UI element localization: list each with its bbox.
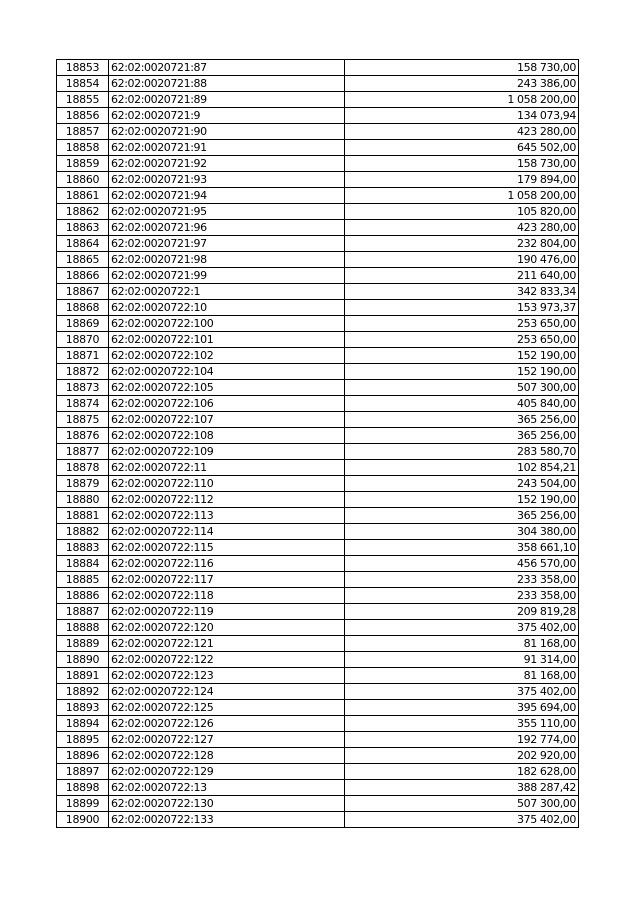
row-number-cell: 18877 [57,444,109,460]
table-row [57,60,579,76]
table-row [57,284,579,300]
cadastral-number-cell: 62:02:0020721:93 [109,172,345,188]
cadastral-number-cell: 62:02:0020721:9 [109,108,345,124]
row-number-cell: 18879 [57,476,109,492]
row-number-cell: 18872 [57,364,109,380]
cadastral-number-cell: 62:02:0020722:13 [109,780,345,796]
cadastral-number-cell: 62:02:0020722:124 [109,684,345,700]
table-row [57,460,579,476]
cadastral-number-cell: 62:02:0020722:129 [109,764,345,780]
table-row [57,236,579,252]
row-number-cell: 18886 [57,588,109,604]
table-row [57,396,579,412]
cadastral-number-cell: 62:02:0020721:92 [109,156,345,172]
cadastral-number-cell: 62:02:0020721:91 [109,140,345,156]
table-row [57,588,579,604]
cadastral-number-cell: 62:02:0020722:125 [109,700,345,716]
value-cell: 243 386,00 [345,76,579,92]
value-cell: 233 358,00 [345,572,579,588]
table-row [57,748,579,764]
row-number-cell: 18859 [57,156,109,172]
value-cell: 152 190,00 [345,492,579,508]
value-cell: 81 168,00 [345,668,579,684]
value-cell: 253 650,00 [345,316,579,332]
cadastral-number-cell: 62:02:0020721:88 [109,76,345,92]
table-row [57,204,579,220]
cadastral-number-cell: 62:02:0020722:10 [109,300,345,316]
row-number-cell: 18891 [57,668,109,684]
table-row [57,732,579,748]
value-cell: 202 920,00 [345,748,579,764]
value-cell: 456 570,00 [345,556,579,572]
value-cell: 405 840,00 [345,396,579,412]
row-number-cell: 18897 [57,764,109,780]
table-row [57,556,579,572]
cadastral-number-cell: 62:02:0020722:112 [109,492,345,508]
cadastral-number-cell: 62:02:0020722:108 [109,428,345,444]
value-cell: 190 476,00 [345,252,579,268]
value-cell: 105 820,00 [345,204,579,220]
value-cell: 81 168,00 [345,636,579,652]
table-row [57,780,579,796]
row-number-cell: 18885 [57,572,109,588]
cadastral-number-cell: 62:02:0020722:100 [109,316,345,332]
row-number-cell: 18867 [57,284,109,300]
row-number-cell: 18858 [57,140,109,156]
row-number-cell: 18881 [57,508,109,524]
table-row [57,188,579,204]
value-cell: 395 694,00 [345,700,579,716]
table-row [57,652,579,668]
row-number-cell: 18866 [57,268,109,284]
cadastral-number-cell: 62:02:0020721:96 [109,220,345,236]
cadastral-number-cell: 62:02:0020722:119 [109,604,345,620]
row-number-cell: 18870 [57,332,109,348]
table-row [57,268,579,284]
value-cell: 209 819,28 [345,604,579,620]
value-cell: 211 640,00 [345,268,579,284]
cadastral-number-cell: 62:02:0020722:102 [109,348,345,364]
value-cell: 152 190,00 [345,364,579,380]
cadastral-number-cell: 62:02:0020721:89 [109,92,345,108]
table-row [57,604,579,620]
row-number-cell: 18855 [57,92,109,108]
row-number-cell: 18895 [57,732,109,748]
row-number-cell: 18888 [57,620,109,636]
value-cell: 182 628,00 [345,764,579,780]
table-row [57,812,579,828]
cadastral-number-cell: 62:02:0020722:126 [109,716,345,732]
cadastral-number-cell: 62:02:0020721:98 [109,252,345,268]
cadastral-value-table [56,59,579,828]
table-row [57,92,579,108]
row-number-cell: 18896 [57,748,109,764]
table-row [57,380,579,396]
row-number-cell: 18853 [57,60,109,76]
row-number-cell: 18854 [57,76,109,92]
table-row [57,668,579,684]
table-row [57,316,579,332]
table-row [57,764,579,780]
value-cell: 153 973,37 [345,300,579,316]
value-cell: 232 804,00 [345,236,579,252]
table-row [57,76,579,92]
cadastral-number-cell: 62:02:0020722:123 [109,668,345,684]
table-row [57,716,579,732]
cadastral-number-cell: 62:02:0020722:105 [109,380,345,396]
cadastral-number-cell: 62:02:0020722:109 [109,444,345,460]
value-cell: 102 854,21 [345,460,579,476]
cadastral-number-cell: 62:02:0020721:99 [109,268,345,284]
value-cell: 152 190,00 [345,348,579,364]
row-number-cell: 18874 [57,396,109,412]
cadastral-number-cell: 62:02:0020722:113 [109,508,345,524]
value-cell: 358 661,10 [345,540,579,556]
cadastral-number-cell: 62:02:0020722:120 [109,620,345,636]
table-row [57,636,579,652]
cadastral-number-cell: 62:02:0020722:121 [109,636,345,652]
row-number-cell: 18857 [57,124,109,140]
row-number-cell: 18900 [57,812,109,828]
row-number-cell: 18884 [57,556,109,572]
value-cell: 375 402,00 [345,684,579,700]
cadastral-number-cell: 62:02:0020722:11 [109,460,345,476]
table-row [57,252,579,268]
cadastral-number-cell: 62:02:0020722:133 [109,812,345,828]
value-cell: 91 314,00 [345,652,579,668]
cadastral-number-cell: 62:02:0020722:110 [109,476,345,492]
cadastral-number-cell: 62:02:0020721:90 [109,124,345,140]
row-number-cell: 18875 [57,412,109,428]
table-row [57,412,579,428]
value-cell: 365 256,00 [345,412,579,428]
value-cell: 507 300,00 [345,380,579,396]
value-cell: 388 287,42 [345,780,579,796]
table-row [57,108,579,124]
cadastral-number-cell: 62:02:0020722:127 [109,732,345,748]
value-cell: 158 730,00 [345,156,579,172]
row-number-cell: 18865 [57,252,109,268]
cadastral-number-cell: 62:02:0020722:107 [109,412,345,428]
row-number-cell: 18860 [57,172,109,188]
value-cell: 365 256,00 [345,428,579,444]
cadastral-number-cell: 62:02:0020722:116 [109,556,345,572]
row-number-cell: 18876 [57,428,109,444]
table-row [57,508,579,524]
row-number-cell: 18898 [57,780,109,796]
row-number-cell: 18887 [57,604,109,620]
table-row [57,684,579,700]
value-cell: 342 833,34 [345,284,579,300]
table-row [57,140,579,156]
cadastral-number-cell: 62:02:0020721:95 [109,204,345,220]
row-number-cell: 18868 [57,300,109,316]
value-cell: 423 280,00 [345,220,579,236]
value-cell: 158 730,00 [345,60,579,76]
value-cell: 375 402,00 [345,812,579,828]
row-number-cell: 18863 [57,220,109,236]
table-row [57,428,579,444]
table-row [57,124,579,140]
table-row [57,572,579,588]
table-row [57,172,579,188]
cadastral-number-cell: 62:02:0020722:128 [109,748,345,764]
table-row [57,476,579,492]
row-number-cell: 18899 [57,796,109,812]
value-cell: 179 894,00 [345,172,579,188]
value-cell: 375 402,00 [345,620,579,636]
cadastral-number-cell: 62:02:0020722:106 [109,396,345,412]
value-cell: 283 580,70 [345,444,579,460]
cadastral-number-cell: 62:02:0020721:97 [109,236,345,252]
cadastral-number-cell: 62:02:0020722:122 [109,652,345,668]
table-row [57,700,579,716]
row-number-cell: 18880 [57,492,109,508]
row-number-cell: 18894 [57,716,109,732]
row-number-cell: 18864 [57,236,109,252]
value-cell: 355 110,00 [345,716,579,732]
table-row [57,620,579,636]
row-number-cell: 18878 [57,460,109,476]
row-number-cell: 18862 [57,204,109,220]
value-cell: 365 256,00 [345,508,579,524]
row-number-cell: 18856 [57,108,109,124]
table-row [57,796,579,812]
cadastral-number-cell: 62:02:0020722:130 [109,796,345,812]
value-cell: 243 504,00 [345,476,579,492]
row-number-cell: 18861 [57,188,109,204]
value-cell: 192 774,00 [345,732,579,748]
value-cell: 507 300,00 [345,796,579,812]
row-number-cell: 18890 [57,652,109,668]
table-row [57,364,579,380]
table-row [57,220,579,236]
value-cell: 423 280,00 [345,124,579,140]
table-row [57,332,579,348]
cadastral-number-cell: 62:02:0020722:101 [109,332,345,348]
row-number-cell: 18873 [57,380,109,396]
value-cell: 1 058 200,00 [345,92,579,108]
row-number-cell: 18893 [57,700,109,716]
row-number-cell: 18882 [57,524,109,540]
table-row [57,300,579,316]
value-cell: 304 380,00 [345,524,579,540]
cadastral-number-cell: 62:02:0020722:1 [109,284,345,300]
value-cell: 645 502,00 [345,140,579,156]
table-body [57,60,579,828]
cadastral-number-cell: 62:02:0020722:117 [109,572,345,588]
cadastral-number-cell: 62:02:0020722:114 [109,524,345,540]
table-row [57,348,579,364]
cadastral-number-cell: 62:02:0020721:87 [109,60,345,76]
cadastral-number-cell: 62:02:0020721:94 [109,188,345,204]
row-number-cell: 18889 [57,636,109,652]
table-row [57,540,579,556]
cadastral-number-cell: 62:02:0020722:118 [109,588,345,604]
table-row [57,444,579,460]
value-cell: 1 058 200,00 [345,188,579,204]
table-row [57,156,579,172]
value-cell: 233 358,00 [345,588,579,604]
row-number-cell: 18892 [57,684,109,700]
cadastral-number-cell: 62:02:0020722:104 [109,364,345,380]
row-number-cell: 18883 [57,540,109,556]
table-row [57,524,579,540]
value-cell: 253 650,00 [345,332,579,348]
row-number-cell: 18869 [57,316,109,332]
table-row [57,492,579,508]
value-cell: 134 073,94 [345,108,579,124]
row-number-cell: 18871 [57,348,109,364]
cadastral-number-cell: 62:02:0020722:115 [109,540,345,556]
